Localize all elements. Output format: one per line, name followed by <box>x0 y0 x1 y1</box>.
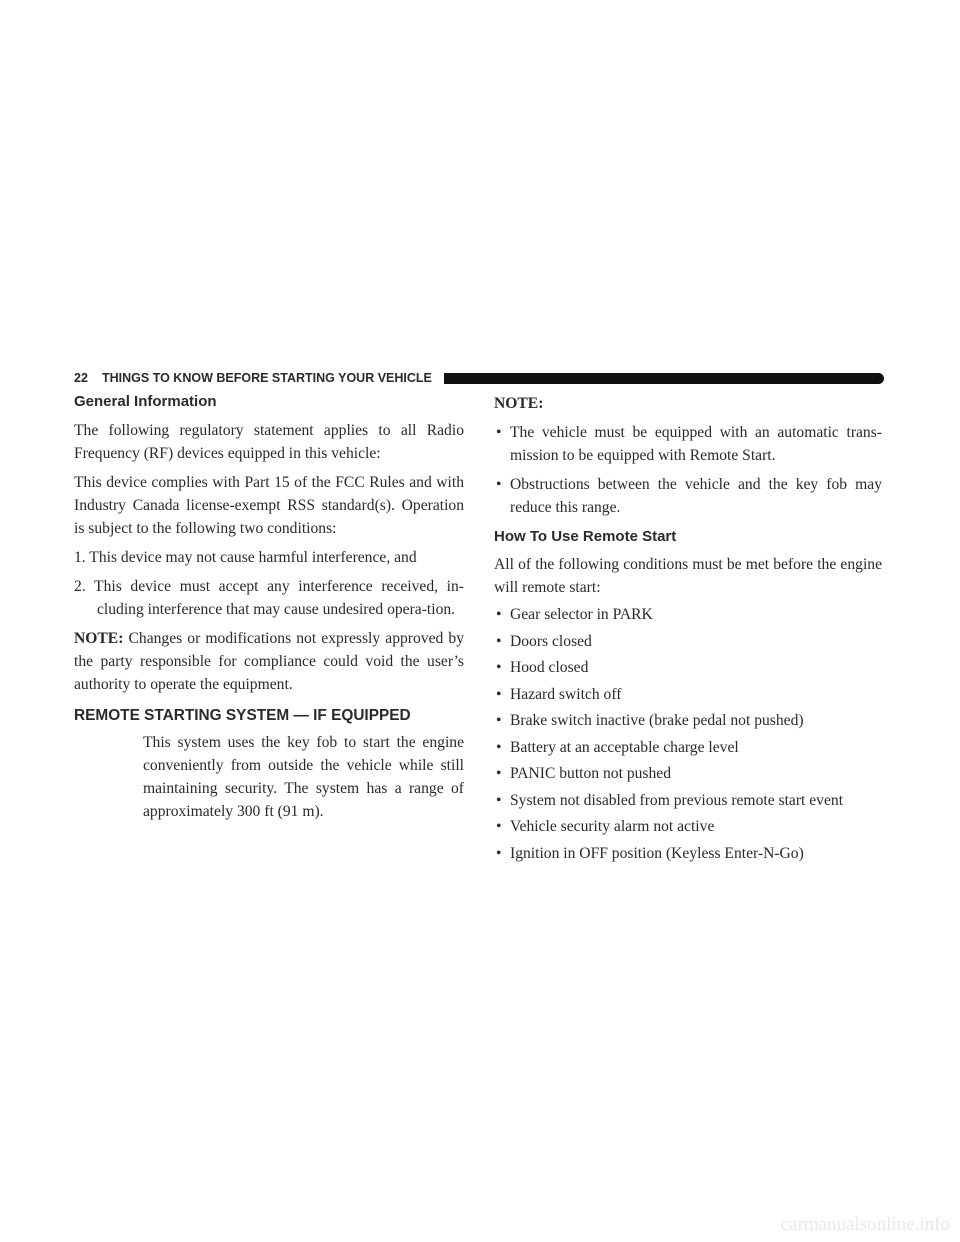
bullet-glyph: • <box>496 818 502 835</box>
condition-item <box>494 603 882 626</box>
condition-text: Brake switch inactive (brake pedal not pushed) <box>510 712 804 729</box>
header-rule <box>444 373 884 384</box>
bullet-glyph: • <box>496 791 502 809</box>
section-title: THINGS TO KNOW BEFORE STARTING YOUR VEHICLE <box>102 371 432 385</box>
condition-item <box>494 815 882 838</box>
condition-text: Doors closed <box>510 632 592 650</box>
watermark: carmanualsonline.info <box>780 1214 950 1235</box>
condition-text: System not disabled from previous remote start event <box>510 791 844 809</box>
bullet-glyph: • <box>496 685 502 703</box>
right-column <box>494 392 882 868</box>
bullet-glyph: • <box>496 476 502 493</box>
bullet-glyph: • <box>496 844 502 862</box>
condition-text: Gear selector in PARK <box>510 606 653 623</box>
bullet-glyph: • <box>496 765 502 782</box>
note-label-right: NOTE: <box>494 395 544 412</box>
condition-item <box>494 789 882 812</box>
bullet-glyph: • <box>496 659 502 676</box>
page-number: 22 <box>74 371 88 385</box>
condition-text: PANIC button not pushed <box>510 765 672 782</box>
condition-text: Battery at an acceptable charge level <box>510 738 739 756</box>
condition-text: Vehicle security alarm not active <box>510 818 715 835</box>
condition-text: Hood closed <box>510 659 589 676</box>
bullet-glyph: • <box>496 712 502 729</box>
bullet-glyph: • <box>496 606 502 623</box>
bullet-glyph: • <box>496 632 502 650</box>
condition-item <box>494 630 882 653</box>
bullet-glyph: • <box>496 738 502 756</box>
condition-item <box>494 656 882 679</box>
condition-item <box>494 709 882 732</box>
condition-item <box>494 842 882 865</box>
general-info-heading: General Information <box>74 393 217 410</box>
fcc-note <box>74 627 464 696</box>
condition-item <box>494 736 882 759</box>
condition-item <box>494 762 882 785</box>
condition-item <box>494 683 882 706</box>
condition-list <box>494 603 882 865</box>
note-bullet-item <box>494 421 882 467</box>
condition-item-2: 2. This device must accept any interference received, in-cluding interference that may cause undesired opera-tion. <box>74 578 464 618</box>
regulatory-paragraph: The following regulatory statement applies to all Radio Frequency (RF) devices equipped in this vehicle: <box>74 422 464 462</box>
note-bullet-item <box>494 473 882 519</box>
note-bullet-text: The vehicle must be equipped with an automatic trans-mission to be equipped with Remote Start. <box>510 424 882 464</box>
note-label: NOTE: <box>74 630 124 647</box>
note-heading <box>494 392 882 415</box>
remote-start-description: This system uses the key fob to start the engine conveniently from outside the vehicle while still maintaining security. The system has a range of approximately 300 ft (91 m). <box>143 734 464 820</box>
note-bullet-text: Obstructions between the vehicle and the key fob may reduce this range. <box>510 476 882 516</box>
fcc-paragraph: This device complies with Part 15 of the FCC Rules and with Industry Canada license-exempt RSS standard(s). Operation is subject to the following two conditions: <box>74 474 464 537</box>
condition-item-1: 1. This device may not cause harmful interference, and <box>74 549 417 566</box>
note-text: Changes or modifications not expressly approved by the party responsible for compliance could void the user’s authority to operate the equipment. <box>74 630 464 693</box>
page-header <box>74 370 884 388</box>
how-to-intro: All of the following conditions must be met before the engine will remote start: <box>494 556 882 596</box>
condition-text: Ignition in OFF position (Keyless Enter-N-Go) <box>510 844 804 862</box>
condition-text: Hazard switch off <box>510 685 622 703</box>
left-column <box>74 392 464 823</box>
bullet-glyph: • <box>496 424 502 441</box>
how-to-heading: How To Use Remote Start <box>494 528 677 545</box>
remote-start-heading: REMOTE STARTING SYSTEM — IF EQUIPPED <box>74 707 411 724</box>
